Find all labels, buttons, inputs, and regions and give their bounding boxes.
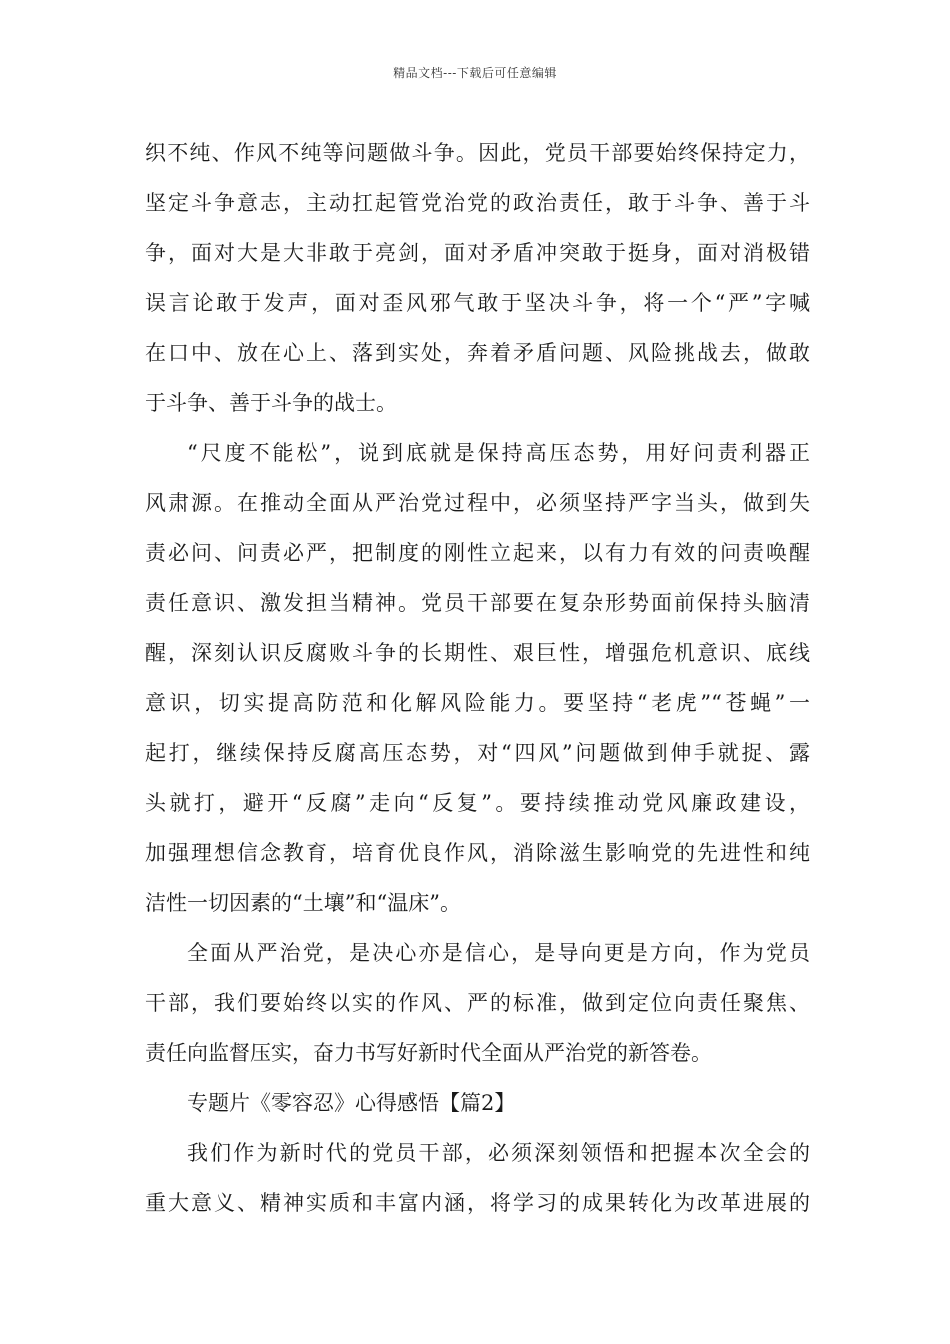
text-line: 洁性一切因素的“土壤”和“温床”。 bbox=[145, 891, 461, 915]
document-body bbox=[145, 128, 810, 1228]
text-line: 责必问、问责必严，把制度的刚性立起来，以有力有效的问责唤醒 bbox=[145, 541, 810, 565]
text-line: 坚定斗争意志，主动扛起管党治党的政治责任，敢于斗争、善于斗 bbox=[145, 191, 810, 215]
text-line: 醒，深刻认识反腐败斗争的长期性、艰巨性，增强危机意识、底线 bbox=[145, 641, 810, 665]
header-note: 精品文档---下载后可任意编辑 bbox=[393, 66, 557, 80]
text-line: “尺度不能松”，说到底就是保持高压态势，用好问责利器正 bbox=[187, 441, 810, 465]
text-line: 责任意识、激发担当精神。党员干部要在复杂形势面前保持头脑清 bbox=[145, 591, 810, 615]
text-line: 织不纯、作风不纯等问题做斗争。因此，党员干部要始终保持定力， bbox=[145, 141, 810, 165]
text-line: 加强理想信念教育，培育优良作风，消除滋生影响党的先进性和纯 bbox=[145, 841, 810, 865]
text-line: 全面从严治党，是决心亦是信心，是导向更是方向，作为党员 bbox=[187, 941, 810, 965]
section-heading: 专题片《零容忍》心得感悟【篇2】 bbox=[187, 1091, 516, 1115]
text-line: 干部，我们要始终以实的作风、严的标准，做到定位向责任聚焦、 bbox=[145, 991, 810, 1015]
text-line: 头就打，避开“反腐”走向“反复”。要持续推动党风廉政建设， bbox=[145, 791, 810, 815]
text-line: 重大意义、精神实质和丰富内涵，将学习的成果转化为改革进展的 bbox=[145, 1191, 810, 1215]
text-line: 争，面对大是大非敢于亮剑，面对矛盾冲突敢于挺身，面对消极错 bbox=[145, 241, 810, 265]
text-line: 我们作为新时代的党员干部，必须深刻领悟和把握本次全会的 bbox=[187, 1141, 810, 1165]
text-line: 误言论敢于发声，面对歪风邪气敢于坚决斗争，将一个“严”字喊 bbox=[145, 291, 810, 315]
text-line: 风肃源。在推动全面从严治党过程中，必须坚持严字当头，做到失 bbox=[145, 491, 810, 515]
text-line: 于斗争、善于斗争的战士。 bbox=[145, 391, 397, 415]
text-line: 意识，切实提高防范和化解风险能力。要坚持“老虎”“苍蝇”一 bbox=[145, 691, 810, 715]
text-line: 起打，继续保持反腐高压态势，对“四风”问题做到伸手就捉、露 bbox=[145, 741, 810, 765]
text-line: 责任向监督压实，奋力书写好新时代全面从严治党的新答卷。 bbox=[145, 1041, 712, 1065]
text-line: 在口中、放在心上、落到实处，奔着矛盾问题、风险挑战去，做敢 bbox=[145, 341, 810, 365]
